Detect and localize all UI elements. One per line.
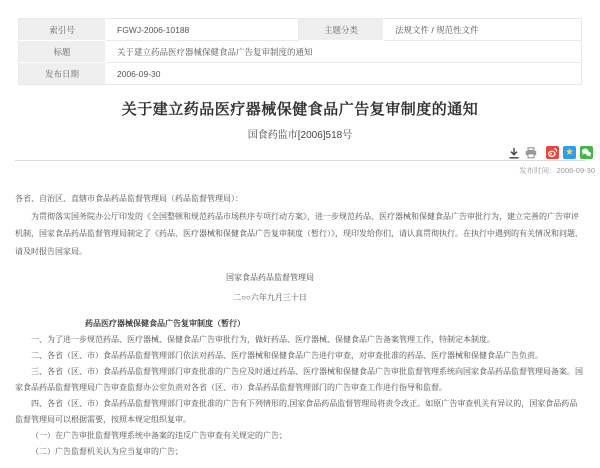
meta-row-date	[19, 63, 582, 85]
share-weibo-icon[interactable]	[546, 146, 559, 159]
doc-number: 国食药监市[2006]518号	[247, 130, 353, 141]
download-icon[interactable]	[507, 146, 520, 159]
document-meta-table	[18, 18, 582, 85]
signature-org: 国家食品药品监督管理局	[226, 273, 314, 282]
share-wechat-icon[interactable]	[580, 146, 593, 159]
meta-value-date: 2006-09-30	[106, 63, 582, 85]
share-qzone-icon[interactable]	[563, 146, 576, 159]
print-icon[interactable]	[524, 146, 537, 159]
clause-sub-1: （一）在广告审批监督管理系统中备案的违反广告审查有关规定的广告；	[31, 431, 287, 440]
clause-sub-2: （二）广告监督机关认为应当复审的广告；	[31, 447, 183, 456]
star-glyph: ★	[565, 147, 574, 158]
meta-label-index: 索引号	[19, 19, 106, 41]
meta-label-title: 标题	[19, 41, 106, 63]
meta-value-title: 关于建立药品医疗器械保健食品广告复审制度的通知	[106, 41, 582, 63]
publish-time	[0, 165, 595, 176]
section-title: 药品医疗器械保健食品广告复审制度（暂行）	[85, 319, 245, 328]
meta-label-date: 发布日期	[19, 63, 106, 85]
share-toolbar	[0, 146, 593, 159]
divider	[15, 160, 585, 161]
salutation: 各省、自治区、直辖市食品药品监督管理局（药品监督管理局）：	[15, 194, 243, 203]
intro-paragraph: 为贯彻落实国务院办公厅印发的《全国整顿和规范药品市场秩序专项行动方案》，进一步规范药品、医疗器械和保健食品广告审批行为，建立完善的广告审评机制，国家食品药品监督管理局制定了《药品、医疗器械和保健食品广告复审制度（暂行）》，现印发给你们，请认真贯彻执行。在执行中遇到的有关情况和问题,请及时报告国家局。	[15, 211, 579, 256]
signature-date: 二○○六年九月三十日	[233, 293, 307, 302]
article-body	[15, 190, 585, 460]
clause-4: 四、各省（区、市）食品药品监督管理部门审查批准的广告有下列情形的,国家食品药品监督管理局将责令改正。如原广告审查机关有异议的，国家食品药品监督管理局可以根据需要，按照本规定组织复审。	[15, 399, 578, 424]
meta-value-index: FGWJ-2006-10188	[106, 19, 299, 41]
meta-row-index-category	[19, 19, 582, 41]
clause-3: 三、各省（区、市）食品药品监督管理部门审查批准的广告应及时通过药品、医疗器械和保健食品广告审批监督管理系统向国家食品药品监督管理局备案。国家食品药品监督管理局广告审查监督办公室负责对各省（区、市）食品药品监督管理部门的广告审查工作进行指导和监督。	[15, 367, 583, 392]
clause-2: 二、各省（区、市）食品药品监督管理部门依法对药品、医疗器械和保健食品广告进行审查，对审查批准的药品、医疗器械和保健食品广告负责。	[31, 351, 543, 360]
publish-time-label: 发布时间：	[519, 166, 557, 175]
meta-label-category: 主题分类	[299, 19, 384, 41]
meta-row-title	[19, 41, 582, 63]
signature-block	[0, 268, 555, 308]
meta-value-category: 法规文件 / 规范性文件	[384, 19, 582, 41]
clause-1: 一、为了进一步规范药品、医疗器械、保健食品广告审批行为，做好药品、医疗器械、保健食品广告备案管理工作，特制定本制度。	[31, 335, 495, 344]
page-title: 关于建立药品医疗器械保健食品广告复审制度的通知	[121, 101, 479, 118]
page	[0, 18, 600, 468]
publish-time-value: 2006-09-30	[556, 166, 595, 175]
